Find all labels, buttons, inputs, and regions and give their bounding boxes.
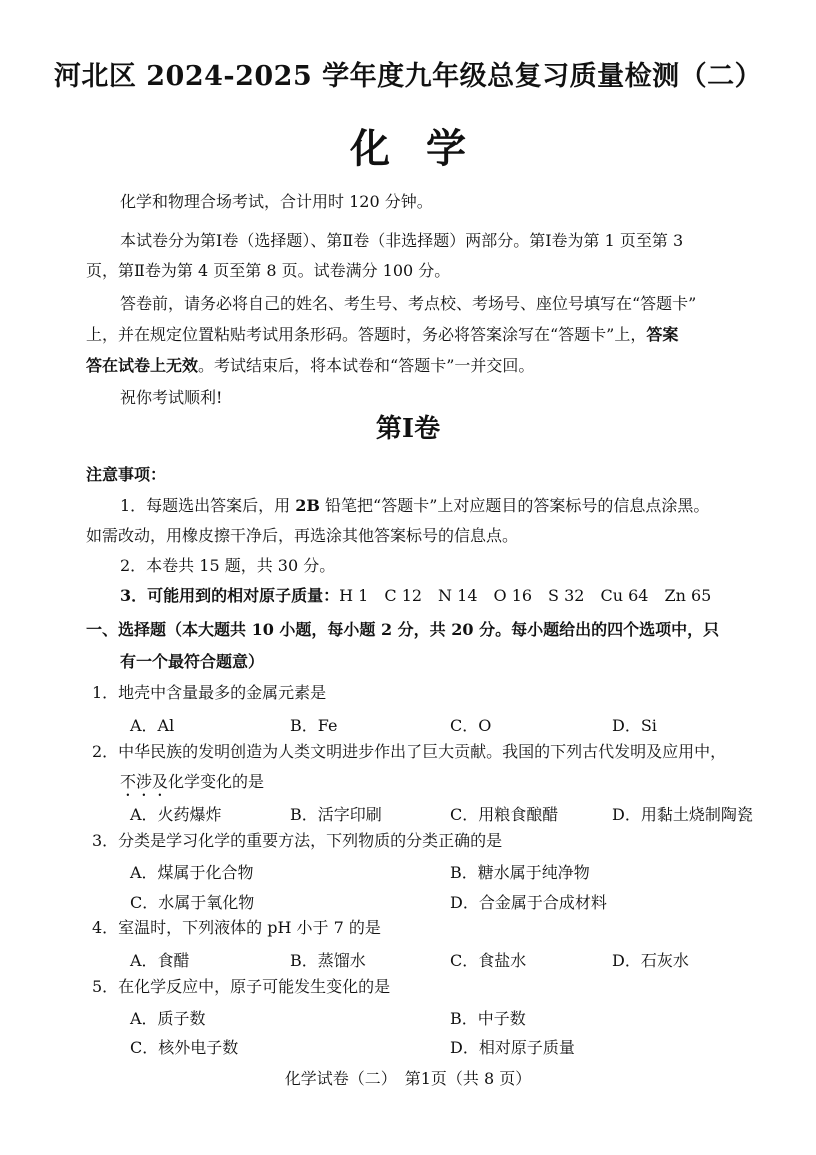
exam-title: 河北区 2024-2025 学年度九年级总复习质量检测（二） (53, 61, 763, 92)
intro-line-5 (86, 325, 678, 345)
question-1-option-b: B．Fe (290, 716, 338, 735)
question-2-stem-tail: 化学变化的是 (168, 772, 265, 791)
question-4-stem: 4．室温时，下列液体的 pH 小于 7 的是 (92, 918, 381, 937)
question-3-option-c: C．水属于氧化物 (130, 893, 255, 912)
question-2-option-c: C．用粮食酿醋 (450, 805, 559, 824)
intro-line-1: 化学和物理合场考试，合计用时 120 分钟。 (120, 192, 433, 211)
question-2-option-d: D．用黏土烧制陶瓷 (612, 805, 753, 824)
note-3 (120, 586, 711, 606)
intro-line-2: 本试卷分为第Ⅰ卷（选择题）、第Ⅱ卷（非选择题）两部分。第Ⅰ卷为第 1 页至第 3 (120, 231, 684, 250)
volume-title: 第Ⅰ卷 (375, 414, 441, 444)
question-5-option-b: B．中子数 (450, 1009, 526, 1028)
question-2-option-a: A．火药爆炸 (130, 805, 222, 824)
intro-line-5-bold: 答案 (646, 325, 679, 344)
section-heading-continued: 有一个最符合题意） (120, 652, 265, 671)
question-2-emphasis: 不涉及 (120, 772, 169, 791)
question-5-stem: 5．在化学反应中，原子可能发生变化的是 (92, 977, 391, 996)
intro-line-6-text: 。考试结束后，将本试卷和“答题卡”一并交回。 (198, 356, 535, 375)
question-5-option-a: A．质子数 (130, 1009, 206, 1028)
question-4-option-d: D．石灰水 (612, 951, 689, 970)
question-2-option-b: B．活字印刷 (290, 805, 382, 824)
notes-heading: 注意事项： (86, 465, 167, 484)
question-3-stem: 3．分类是学习化学的重要方法，下列物质的分类正确的是 (92, 831, 503, 850)
atomic-masses: H 1 C 12 N 14 O 16 S 32 Cu 64 Zn 65 (339, 586, 712, 605)
question-3-option-b: B．糖水属于纯净物 (450, 863, 590, 882)
section-heading: 一、选择题（本大题共 10 小题，每小题 2 分，共 20 分。每小题给出的四个选项中，只 (86, 620, 720, 639)
question-1-option-d: D．Si (612, 716, 657, 735)
intro-line-6-bold: 答在试卷上无效 (86, 356, 199, 375)
intro-line-7: 祝你考试顺利! (120, 388, 223, 407)
question-1-option-a: A．Al (130, 716, 175, 735)
intro-line-4: 答卷前，请务必将自己的姓名、考生号、考点校、考场号、座位号填写在“答题卡” (120, 294, 697, 313)
note-3-bold: 3．可能用到的相对原子质量： (120, 586, 340, 605)
question-3-option-a: A．煤属于化合物 (130, 863, 254, 882)
question-4-option-a: A．食醋 (130, 951, 190, 970)
page-footer: 化学试卷（二） 第1页（共 8 页） (284, 1069, 532, 1088)
question-5-option-c: C．核外电子数 (130, 1038, 239, 1057)
question-1-option-c: C．O (450, 716, 492, 735)
subject-title: 化学 (350, 125, 502, 172)
question-2-stem-continued (120, 772, 264, 800)
intro-line-6 (86, 356, 534, 376)
note-2: 2．本卷共 15 题，共 30 分。 (120, 556, 336, 575)
intro-line-5-text: 上，并在规定位置粘贴考试用条形码。答题时，务必将答案涂写在“答题卡”上， (86, 325, 647, 344)
note-1-bold: 2B (295, 496, 320, 515)
question-4-option-b: B．蒸馏水 (290, 951, 366, 970)
note-1-text-a: 1．每题选出答案后，用 (120, 496, 296, 515)
note-1-text-c: 铅笔把“答题卡”上对应题目的答案标号的信息点涂黑。 (319, 496, 710, 515)
note-1-continued: 如需改动，用橡皮擦干净后，再选涂其他答案标号的信息点。 (86, 526, 519, 545)
question-4-option-c: C．食盐水 (450, 951, 527, 970)
note-1 (120, 496, 709, 516)
intro-line-3: 页，第Ⅱ卷为第 4 页至第 8 页。试卷满分 100 分。 (86, 261, 451, 280)
question-2-stem: 2．中华民族的发明创造为人类文明进步作出了巨大贡献。我国的下列古代发明及应用中， (92, 742, 727, 761)
question-1-stem: 1．地壳中含量最多的金属元素是 (92, 683, 327, 702)
question-3-option-d: D．合金属于合成材料 (450, 893, 607, 912)
question-5-option-d: D．相对原子质量 (450, 1038, 575, 1057)
